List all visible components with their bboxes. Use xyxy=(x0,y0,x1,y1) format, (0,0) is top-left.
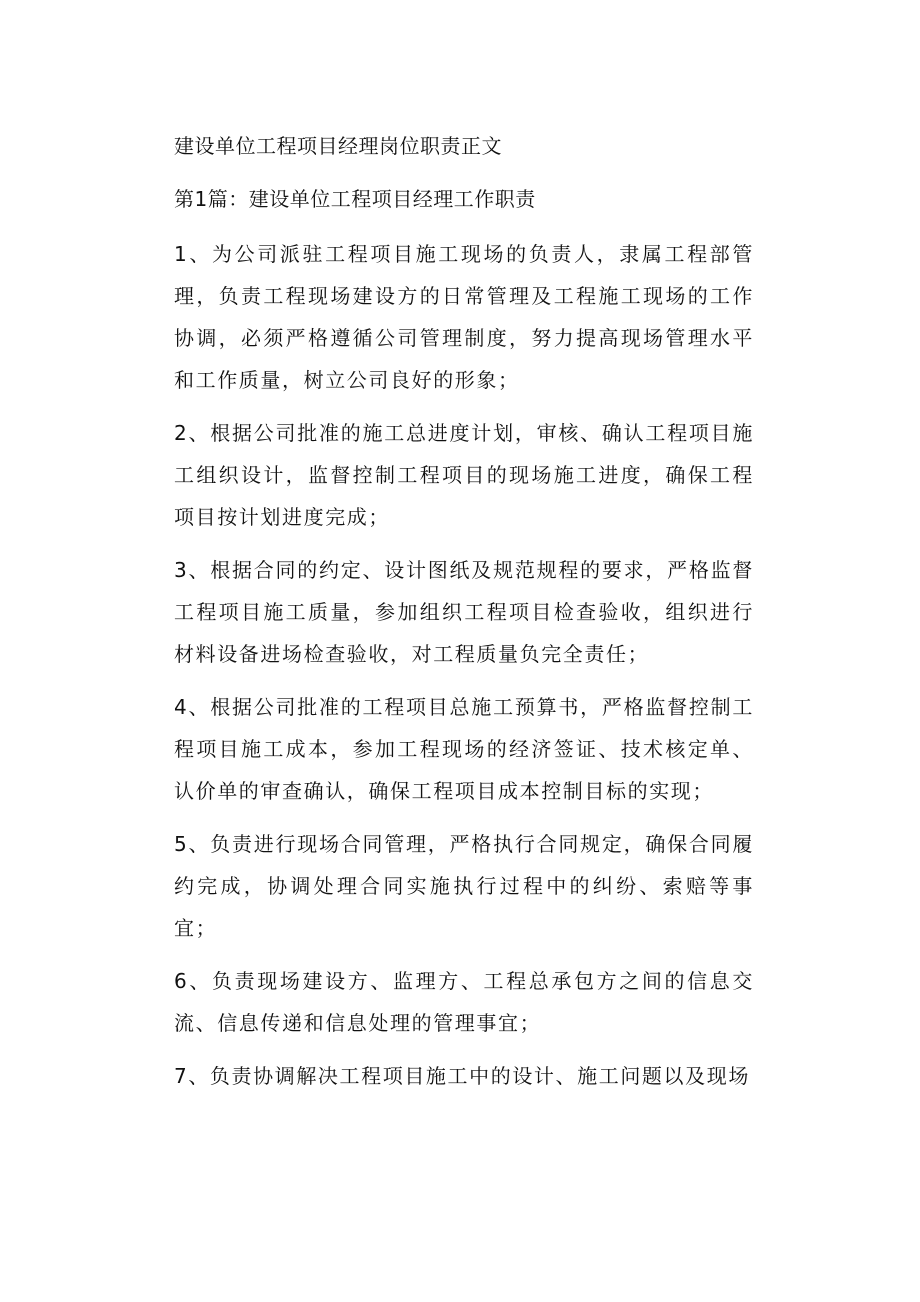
document-title: 建设单位工程项目经理岗位职责正文 xyxy=(174,134,502,158)
duty-paragraph-2: 2、根据公司批准的施工总进度计划，审核、确认工程项目施工组织设计，监督控制工程项目的现场施工进度，确保工程项目按计划进度完成； xyxy=(174,421,754,529)
duty-paragraph-1: 1、为公司派驻工程项目施工现场的负责人，隶属工程部管理，负责工程现场建设方的日常管理及工程施工现场的工作协调，必须严格遵循公司管理制度，努力提高现场管理水平和工作质量，树立公司良好的形象； xyxy=(174,242,754,392)
duty-paragraph-4: 4、根据公司批准的工程项目总施工预算书，严格监督控制工程项目施工成本，参加工程现场的经济签证、技术核定单、认价单的审查确认，确保工程项目成本控制目标的实现； xyxy=(174,695,754,803)
duty-paragraph-3: 3、根据合同的约定、设计图纸及规范规程的要求，严格监督工程项目施工质量，参加组织工程项目检查验收，组织进行材料设备进场检查验收，对工程质量负完全责任； xyxy=(174,558,754,666)
duty-paragraph-6: 6、负责现场建设方、监理方、工程总承包方之间的信息交流、信息传递和信息处理的管理事宜； xyxy=(174,969,754,1035)
chapter-heading: 第1篇：建设单位工程项目经理工作职责 xyxy=(174,187,536,211)
document-body xyxy=(174,128,754,1108)
duty-paragraph-5: 5、负责进行现场合同管理，严格执行合同规定，确保合同履约完成，协调处理合同实施执行过程中的纠纷、索赔等事宜； xyxy=(174,832,754,940)
duty-paragraph-7: 7、负责协调解决工程项目施工中的设计、施工问题以及现场 xyxy=(174,1064,750,1088)
